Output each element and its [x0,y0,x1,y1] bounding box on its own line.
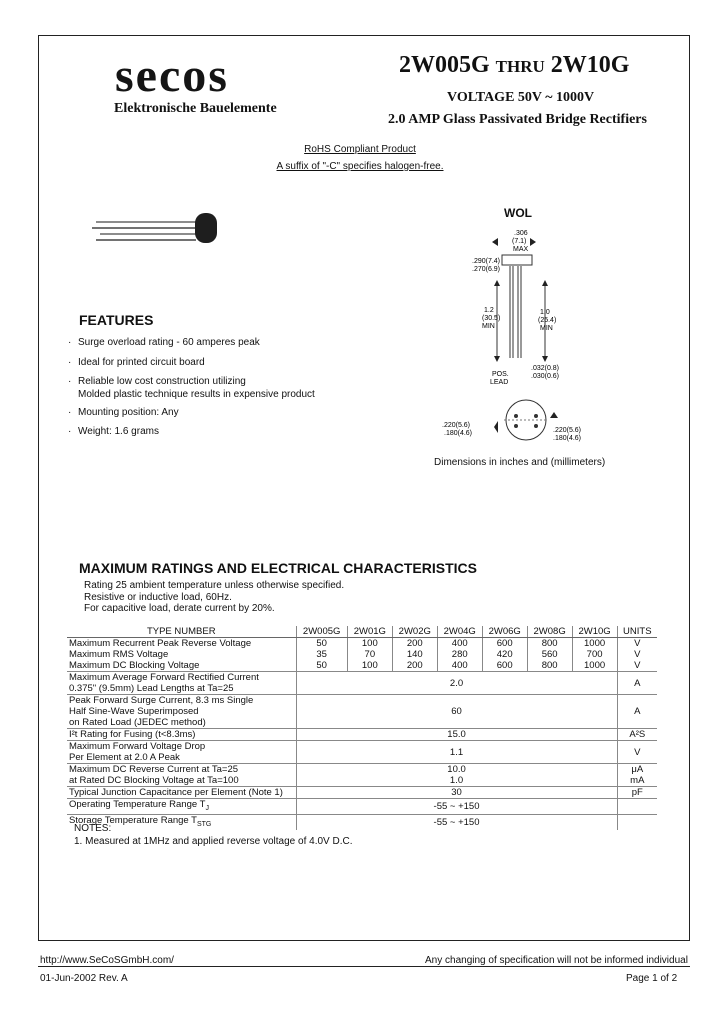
header-cell: 2W04G [437,626,482,638]
dim-dia-b: .180(4.6) [444,430,473,437]
table-row [67,799,657,815]
cell: 420 [482,649,527,660]
dim-pin-b: .030(0.6) [531,373,560,380]
row-label: Maximum DC Blocking Voltage [69,660,200,671]
dim-body-a: .290(7.4) [472,258,501,265]
header-cell: 2W06G [482,626,527,638]
bullet: · [68,337,72,348]
table-row [67,764,657,787]
table-row [67,741,657,764]
row-label [67,695,296,729]
cell: 280 [437,649,482,660]
cell: V [617,638,657,650]
table-row [67,695,657,729]
part-from: 2W005G [399,52,490,78]
dim-lead-b: (30.5) [482,315,501,322]
package-name: WOL [504,206,532,220]
header-cell: 2W01G [347,626,392,638]
cell: 800 [527,638,572,650]
row-label [67,799,296,815]
row-label: I²t Rating for Fusing (t<8.3ms) [67,729,296,741]
cell [617,799,657,815]
dim-lead-a: 1.2 [484,307,494,314]
row-label: Maximum RMS Voltage [69,649,169,660]
ratings-table [67,626,657,830]
bullet: · [68,357,72,368]
component-illustration [78,208,228,248]
row-label-line: Maximum Average Forward Rectified Current [69,672,259,683]
feature-text: Reliable low cost construction utilizing [78,376,246,387]
rohs-note [0,144,720,155]
dim-top-a: .306 [514,230,528,237]
row-label-sub: STG [196,820,212,828]
ratings-note: Resistive or inductive load, 60Hz. [84,592,232,603]
row-label [67,764,296,787]
cell: pF [617,787,657,799]
bullet: · [68,426,72,437]
header-cell: 2W10G [572,626,617,638]
cell [617,814,657,829]
dim-top-c: MAX [513,246,529,253]
halogen-text: A suffix of "-C" specifies halogen-free. [276,161,444,172]
cell: 30 [296,787,617,799]
footer-date: 01-Jun-2002 Rev. A [40,973,128,984]
row-label-text: Operating Temperature Range T [69,799,206,810]
header-cell: UNITS [617,626,657,638]
cell: 2.0 [296,672,617,695]
cell: 200 [392,638,437,650]
feature-item [68,355,205,370]
row-label-text: Storage Temperature Range T [69,814,197,826]
cell: A [617,672,657,695]
cell: 70 [347,649,392,660]
footer-divider [38,966,690,967]
product-subtitle: 2.0 AMP Glass Passivated Bridge Rectifiers [388,112,647,127]
cell: V [617,649,657,660]
thru-label: THRU [495,57,545,76]
ratings-note: Rating 25 ambient temperature unless otherwise specified. [84,580,345,591]
rohs-text: RoHS Compliant Product [304,144,416,155]
row-label-line: on Rated Load (JEDEC method) [69,717,206,728]
pos-a: POS. [492,371,509,378]
cell-line: mA [630,775,645,786]
table-row [67,638,657,650]
cell: 50 [296,638,347,650]
feature-text: Ideal for printed circuit board [78,357,205,368]
feature-item [68,335,260,350]
cell: 1000 [572,638,617,650]
row-label-sub: J [205,804,209,812]
row-label [67,672,296,695]
row-label: Typical Junction Capacitance per Element (Note 1) [67,787,296,799]
ratings-note: For capacitive load, derate current by 20%. [84,603,275,614]
cell-line: 1.0 [449,775,464,786]
feature-text: Weight: 1.6 grams [78,426,159,437]
cell: 1000 [572,660,617,672]
row-label [67,741,296,764]
cell: 100 [347,638,392,650]
cell: 100 [347,660,392,672]
feature-item-cont: Molded plastic technique results in expensive product [78,389,315,400]
pos-b: LEAD [490,379,509,386]
company-name: Elektronische Bauelemente [114,101,277,116]
cell: -55 ~ +150 [296,799,617,815]
cell: 800 [527,660,572,672]
header-cell: 2W08G [527,626,572,638]
table-row [67,660,657,672]
row-label-line: Maximum DC Reverse Current at Ta=25 [69,764,239,775]
dim-len-b: (25.4) [538,317,557,324]
cell: 15.0 [296,729,617,741]
voltage-range: VOLTAGE 50V ~ 1000V [447,90,595,105]
cell: 600 [482,660,527,672]
cell: A [617,695,657,729]
header-cell: TYPE NUMBER [67,626,296,638]
row-label-line: Maximum Forward Voltage Drop [69,741,206,752]
row-label-line: 0.375" (9.5mm) Lead Lengths at Ta=25 [69,683,234,694]
cell: 1.1 [296,741,617,764]
row-label-line: Peak Forward Surge Current, 8.3 ms Single [69,695,254,706]
feature-text: Mounting position: Any [78,407,179,418]
cell: A²S [617,729,657,741]
row-label-line: Per Element at 2.0 A Peak [69,752,180,763]
cell-line: μA [631,764,644,775]
row-label-line: Half Sine-Wave Superimposed [69,706,199,717]
dim-lead-c: MIN [482,323,495,330]
company-logo: secos [115,49,229,102]
notes-heading: NOTES: [74,823,112,834]
dim-dia-c: .220(5.6) [553,427,582,434]
header-cell: 2W005G [296,626,347,638]
dim-len-c: MIN [540,325,553,332]
cell: V [617,741,657,764]
cell: 600 [482,638,527,650]
footer-page-number: Page 1 of 2 [626,973,678,984]
row-label-line: at Rated DC Blocking Voltage at Ta=100 [69,775,239,786]
page-title [399,52,629,79]
cell: 400 [437,638,482,650]
cell: 60 [296,695,617,729]
cell-line: 10.0 [447,764,466,775]
cell: 700 [572,649,617,660]
part-to: 2W10G [550,52,630,78]
dim-dia-a: .220(5.6) [442,422,471,429]
dim-body-b: .270(6.9) [472,266,501,273]
table-row [67,729,657,741]
cell: 560 [527,649,572,660]
features-heading: FEATURES [79,312,154,328]
dim-len-a: 1.0 [540,309,550,316]
cell: 400 [437,660,482,672]
dim-top-b: (7.1) [512,238,527,245]
feature-item [68,424,159,439]
table-row [67,814,657,829]
table-row [67,649,657,660]
halogen-note [0,161,720,172]
row-label: Maximum Recurrent Peak Reverse Voltage [69,638,252,649]
cell: 35 [296,649,347,660]
cell: 200 [392,660,437,672]
header-cell: 2W02G [392,626,437,638]
bullet: · [68,376,72,387]
table-row [67,787,657,799]
cell: 50 [296,660,347,672]
table-header-row [67,626,657,638]
feature-text: Surge overload rating - 60 amperes peak [78,337,260,348]
footer-change-notice: Any changing of specification will not be informed individual [425,955,688,966]
cell: 140 [392,649,437,660]
cell: -55 ~ +150 [296,814,617,829]
cell [296,764,617,787]
bullet: · [68,407,72,418]
cell: V [617,660,657,672]
table-row [67,672,657,695]
dim-dia-d: .180(4.6) [553,435,582,442]
dim-pin-a: .032(0.8) [531,365,560,372]
feature-item [68,405,179,420]
dimensions-caption: Dimensions in inches and (millimeters) [434,457,606,468]
ratings-heading: MAXIMUM RATINGS AND ELECTRICAL CHARACTERISTICS [79,560,477,576]
cell [617,764,657,787]
note-1: 1. Measured at 1MHz and applied reverse voltage of 4.0V D.C. [74,836,353,847]
package-drawing [430,222,630,454]
footer-url[interactable]: http://www.SeCoSGmbH.com/ [40,955,174,966]
